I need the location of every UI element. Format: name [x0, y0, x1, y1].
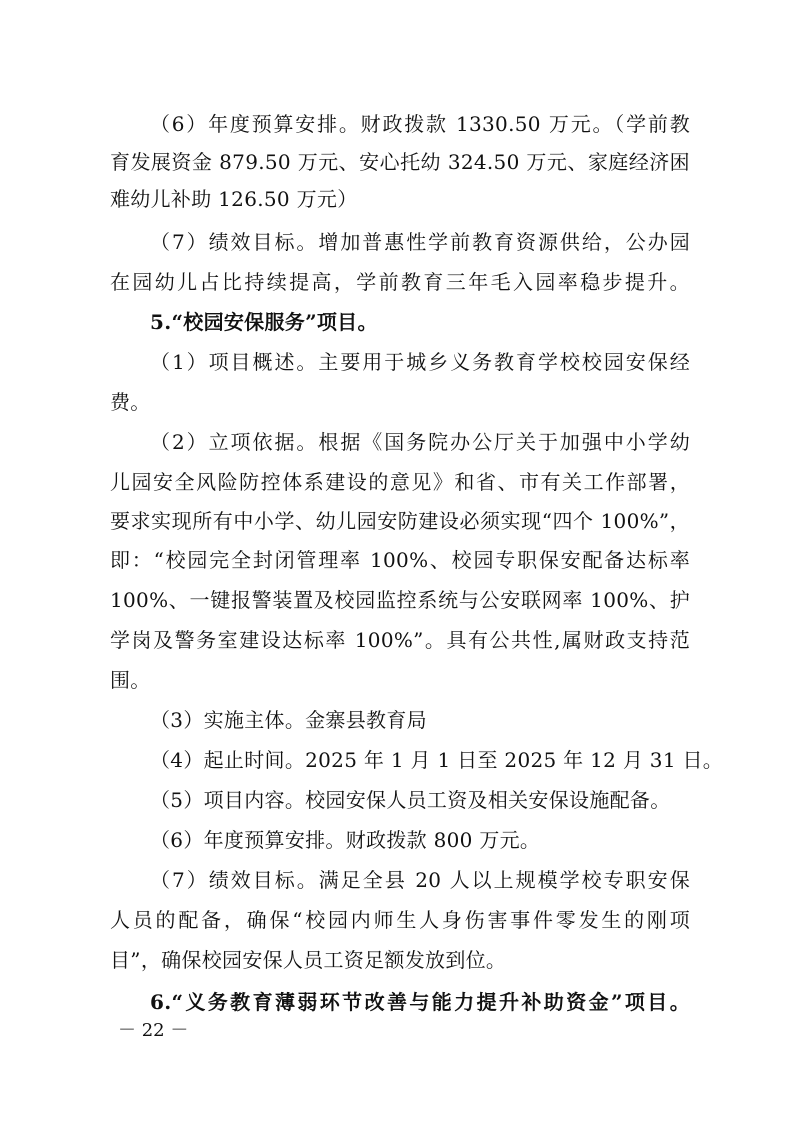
paragraph-line: （5）项目内容。校园安保人员工资及相关安保设施配备。 — [150, 788, 671, 812]
paragraph-line: 学岗及警务室建设达标率 100%”。具有公共性,属财政支持范 — [110, 628, 690, 652]
paragraph-line: 即：“校园完全封闭管理率 100%、校园专职保安配备达标率 — [110, 548, 690, 572]
paragraph-line: 难幼儿补助 126.50 万元） — [110, 187, 358, 211]
paragraph-line: 要求实现所有中小学、幼儿园安防建设必须实现“四个 100%”， — [110, 509, 690, 533]
section-heading: 6.“义务教育薄弱环节改善与能力提升补助资金”项目。 — [150, 990, 690, 1014]
paragraph-line: （4）起止时间。2025 年 1 月 1 日至 2025 年 12 月 31 日。 — [150, 748, 724, 772]
paragraph-line: 在园幼儿占比持续提高，学前教育三年毛入园率稳步提升。 — [110, 270, 690, 294]
paragraph-line: 围。 — [110, 668, 151, 692]
paragraph-line: （1）项目概述。主要用于城乡义务教育学校校园安保经 — [150, 350, 690, 374]
paragraph-line: （3）实施主体。金寨县教育局 — [150, 708, 427, 732]
paragraph-line: （2）立项依据。根据《国务院办公厅关于加强中小学幼 — [150, 430, 690, 454]
paragraph-line: 儿园安全风险防控体系建设的意见》和省、市有关工作部署， — [110, 470, 690, 494]
paragraph-line: （7）绩效目标。增加普惠性学前教育资源供给，公办园 — [150, 230, 690, 254]
paragraph-line: 费。 — [110, 390, 151, 414]
paragraph-line: （6）年度预算安排。财政拨款 800 万元。 — [150, 828, 541, 852]
paragraph-line: （7）绩效目标。满足全县 20 人以上规模学校专职安保 — [150, 868, 690, 892]
paragraph-line: 100%、一键报警装置及校园监控系统与公安联网率 100%、护 — [110, 588, 690, 612]
paragraph-line: （6）年度预算安排。财政拨款 1330.50 万元。（学前教 — [150, 112, 690, 136]
page-number: － 22 － — [118, 1020, 189, 1041]
paragraph-line: 育发展资金 879.50 万元、安心托幼 324.50 万元、家庭经济困 — [110, 150, 690, 174]
paragraph-line: 人员的配备，确保“校园内师生人身伤害事件零发生的刚项 — [110, 908, 690, 932]
section-heading: 5.“校园安保服务”项目。 — [150, 310, 378, 334]
paragraph-line: 目”，确保校园安保人员工资足额发放到位。 — [110, 948, 507, 972]
